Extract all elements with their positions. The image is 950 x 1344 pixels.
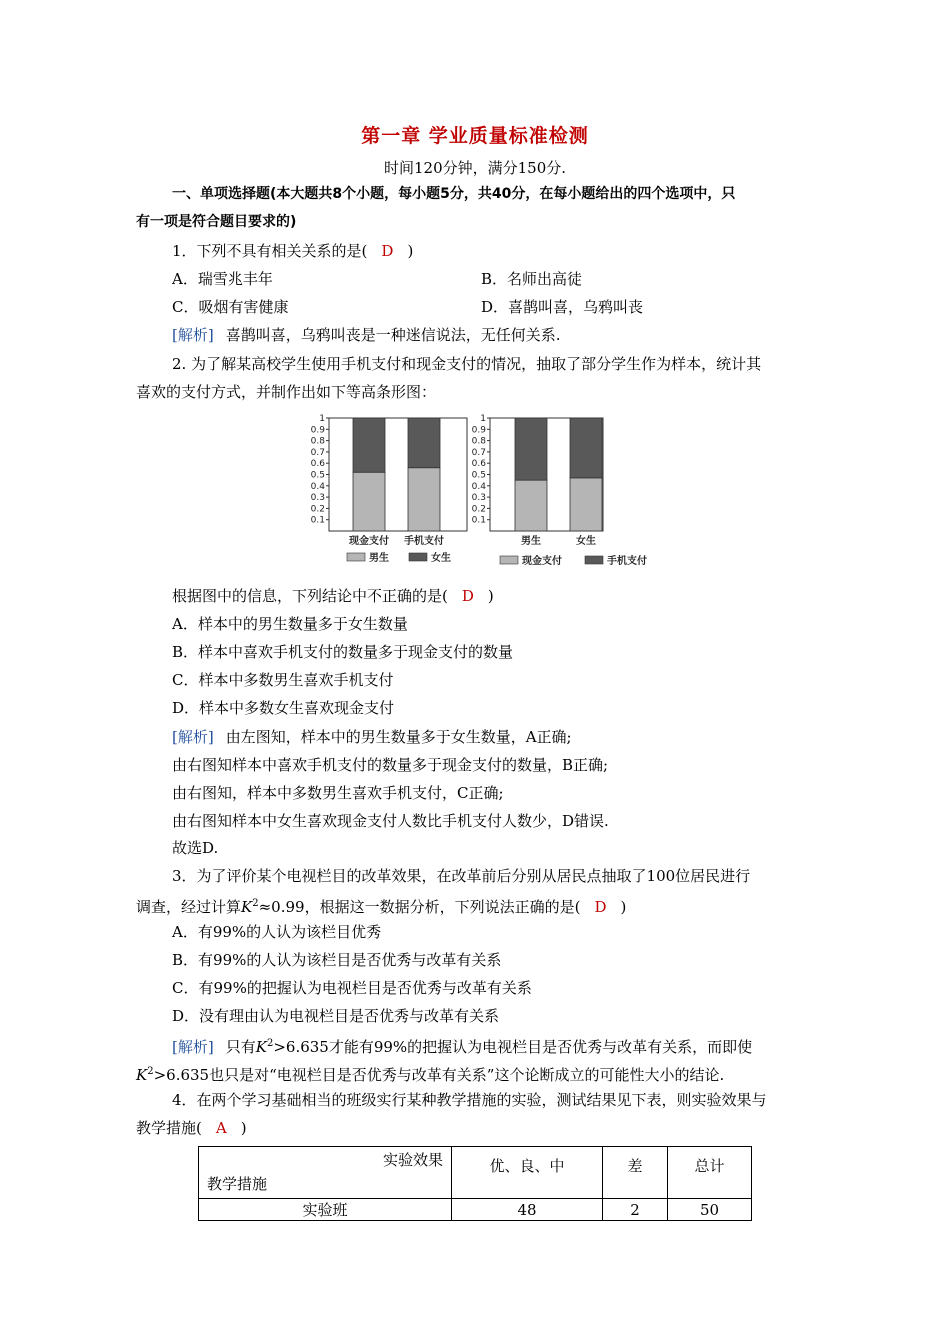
q3-analysis: [172, 1034, 752, 1057]
bar-segment: [570, 418, 602, 478]
q1-option-b: B．名师出高徒: [481, 270, 583, 288]
q3-answer: D: [594, 898, 607, 916]
bar-segment: [353, 472, 385, 531]
q3-analysis-b: >6.635才能有99%的把握认为电视栏目是否优秀与改革有关系，而即使: [273, 1038, 753, 1056]
legend-label: 手机支付: [607, 556, 647, 567]
q1-stem: [172, 241, 413, 261]
q4-stem-b: 教学措施(: [136, 1119, 202, 1137]
q2-analysis: [172, 727, 572, 747]
page-title: 第一章 学业质量标准检测: [361, 125, 589, 147]
q2-analysis-line: 由右图知样本中喜欢手机支付的数量多于现金支付的数量，B正确;: [172, 756, 609, 774]
legend-swatch: [500, 556, 518, 564]
legend-label: 现金支付: [522, 556, 562, 567]
q3-stem-cont: [136, 894, 626, 917]
q2-answer: D: [461, 587, 474, 605]
analysis-tag: [解析]: [172, 326, 214, 344]
plot-frame: [329, 418, 467, 531]
y-tick-label: 0.6: [310, 459, 325, 470]
q3-stem-a: 调查，经过计算: [136, 898, 242, 916]
analysis-tag: [解析]: [172, 1038, 214, 1056]
chart-left: [302, 406, 472, 576]
q1-analysis-text: 喜鹊叫喜，乌鸦叫丧是一种迷信说法，无任何关系.: [225, 326, 561, 344]
table-cell: 实验班: [199, 1199, 452, 1221]
q2-analysis-line: 故选D.: [172, 839, 219, 857]
q2-stem: 2. 为了解某高校学生使用手机支付和现金支付的情况，抽取了部分学生作为样本，统计其: [172, 355, 762, 373]
q1-close: ): [407, 242, 414, 260]
q1-analysis: [172, 325, 561, 345]
y-tick-label: 0.3: [471, 493, 486, 504]
x-tick-label: 现金支付: [349, 536, 389, 547]
legend-label: 女生: [431, 553, 451, 564]
y-tick-label: 0.4: [310, 481, 325, 492]
table-cell: 48: [452, 1199, 603, 1221]
data-table: [198, 1146, 752, 1221]
q2-option-d: D．样本中多数女生喜欢现金支付: [172, 699, 395, 717]
table-header: 优、良、中: [452, 1147, 603, 1199]
y-tick-label: 0.9: [471, 425, 486, 436]
table-row: [199, 1199, 752, 1221]
q2-analysis-line: 由左图知，样本中的男生数量多于女生数量，A正确;: [225, 728, 572, 746]
x-tick-label: 男生: [521, 536, 541, 547]
q3-option-a: A．有99%的人认为该栏目优秀: [172, 923, 382, 941]
q2-close: ): [487, 587, 494, 605]
q3-option-b: B．有99%的人认为该栏目是否优秀与改革有关系: [172, 951, 502, 969]
table-cell: 2: [603, 1199, 668, 1221]
q1-option-d: D．喜鹊叫喜，乌鸦叫丧: [481, 298, 644, 316]
k-symbol: K: [255, 1038, 267, 1056]
x-tick-label: 女生: [576, 536, 596, 547]
exam-info: 时间120分钟，满分150分.: [383, 159, 567, 177]
y-tick-label: 0.8: [471, 436, 486, 447]
q4-answer: A: [215, 1119, 227, 1137]
y-tick-label: 0.5: [471, 470, 486, 481]
q2-analysis-line: 由右图知样本中女生喜欢现金支付人数比手机支付人数少，D错误.: [172, 812, 609, 830]
q3-analysis-a: 只有: [225, 1038, 256, 1056]
section-heading: 一、单项选择题(本大题共8个小题，每小题5分，共40分，在每小题给出的四个选项中，只: [172, 186, 736, 202]
q4-close: ): [240, 1119, 247, 1137]
legend-label: 男生: [369, 553, 389, 564]
x-tick-label: 手机支付: [404, 536, 444, 547]
y-tick-label: 0.7: [471, 447, 486, 458]
k-symbol: K: [241, 898, 253, 916]
legend-swatch: [409, 553, 427, 561]
corner-top-label: 实验效果: [382, 1151, 443, 1169]
y-tick-label: 0.6: [471, 459, 486, 470]
table-header-row: [199, 1147, 752, 1199]
q2-analysis-line: 由右图知，样本中多数男生喜欢手机支付，C正确;: [172, 784, 504, 802]
k-sup: 2: [252, 898, 259, 909]
k-sup: 2: [147, 1066, 154, 1077]
q2-question-text: 根据图中的信息，下列结论中不正确的是(: [172, 587, 448, 605]
table-header: 总计: [668, 1147, 752, 1199]
q2-option-b: B．样本中喜欢手机支付的数量多于现金支付的数量: [172, 643, 514, 661]
q3-analysis-cont: [136, 1062, 724, 1085]
q3-stem-b: ≈0.99，根据这一数据分析，下列说法正确的是(: [258, 898, 581, 916]
bar-segment: [353, 418, 385, 472]
legend-swatch: [585, 556, 603, 564]
section-heading-cont: 有一项是符合题目要求的): [136, 214, 297, 230]
bar-segment: [515, 418, 547, 480]
q2-stem-cont: 喜欢的支付方式，并制作出如下等高条形图：: [136, 383, 437, 401]
q3-option-d: D．没有理由认为电视栏目是否优秀与改革有关系: [172, 1007, 500, 1025]
analysis-tag: [解析]: [172, 728, 214, 746]
q4-stem-cont: [136, 1118, 247, 1138]
table-cell: 50: [668, 1199, 752, 1221]
bar-segment: [408, 418, 440, 468]
y-tick-label: 0.1: [310, 515, 325, 526]
q3-option-c: C．有99%的把握认为电视栏目是否优秀与改革有关系: [172, 979, 532, 997]
y-tick-label: 1: [319, 414, 325, 424]
y-tick-label: 0.9: [310, 425, 325, 436]
q1-option-c: C．吸烟有害健康: [172, 298, 289, 316]
q4-stem: 4．在两个学习基础相当的班级实行某种教学措施的实验，测试结果见下表，则实验效果与: [172, 1091, 767, 1109]
q1-stem-text: 1．下列不具有相关关系的是(: [172, 242, 368, 260]
table-corner-cell: [199, 1147, 452, 1199]
chart-right: [465, 406, 665, 576]
q1-answer: D: [381, 242, 394, 260]
q3-analysis-line2: >6.635也只是对“电视栏目是否优秀与改革有关系”这个论断成立的可能性大小的结论.: [153, 1066, 725, 1084]
y-tick-label: 0.3: [310, 493, 325, 504]
bar-segment: [408, 468, 440, 531]
k-sup: 2: [266, 1038, 274, 1049]
q2-question: [172, 586, 494, 606]
k-symbol: K: [136, 1066, 148, 1084]
y-tick-label: 0.8: [310, 436, 325, 447]
y-tick-label: 0.4: [471, 481, 486, 492]
y-tick-label: 0.7: [310, 447, 325, 458]
table-header: 差: [603, 1147, 668, 1199]
q1-option-a: A．瑞雪兆丰年: [172, 270, 273, 288]
q2-option-a: A．样本中的男生数量多于女生数量: [172, 615, 408, 633]
y-tick-label: 0.2: [310, 504, 325, 515]
q3-close: ): [620, 898, 627, 916]
legend-swatch: [347, 553, 365, 561]
q2-option-c: C．样本中多数男生喜欢手机支付: [172, 671, 394, 689]
q3-stem: 3．为了评价某个电视栏目的改革效果，在改革前后分别从居民点抽取了100位居民进行: [172, 867, 751, 885]
bar-segment: [570, 478, 602, 531]
y-tick-label: 0.5: [310, 470, 325, 481]
bar-segment: [515, 480, 547, 531]
corner-bottom-label: 教学措施: [207, 1175, 268, 1193]
y-tick-label: 0.2: [471, 504, 486, 515]
y-tick-label: 0.1: [471, 515, 486, 526]
y-tick-label: 1: [480, 414, 486, 424]
